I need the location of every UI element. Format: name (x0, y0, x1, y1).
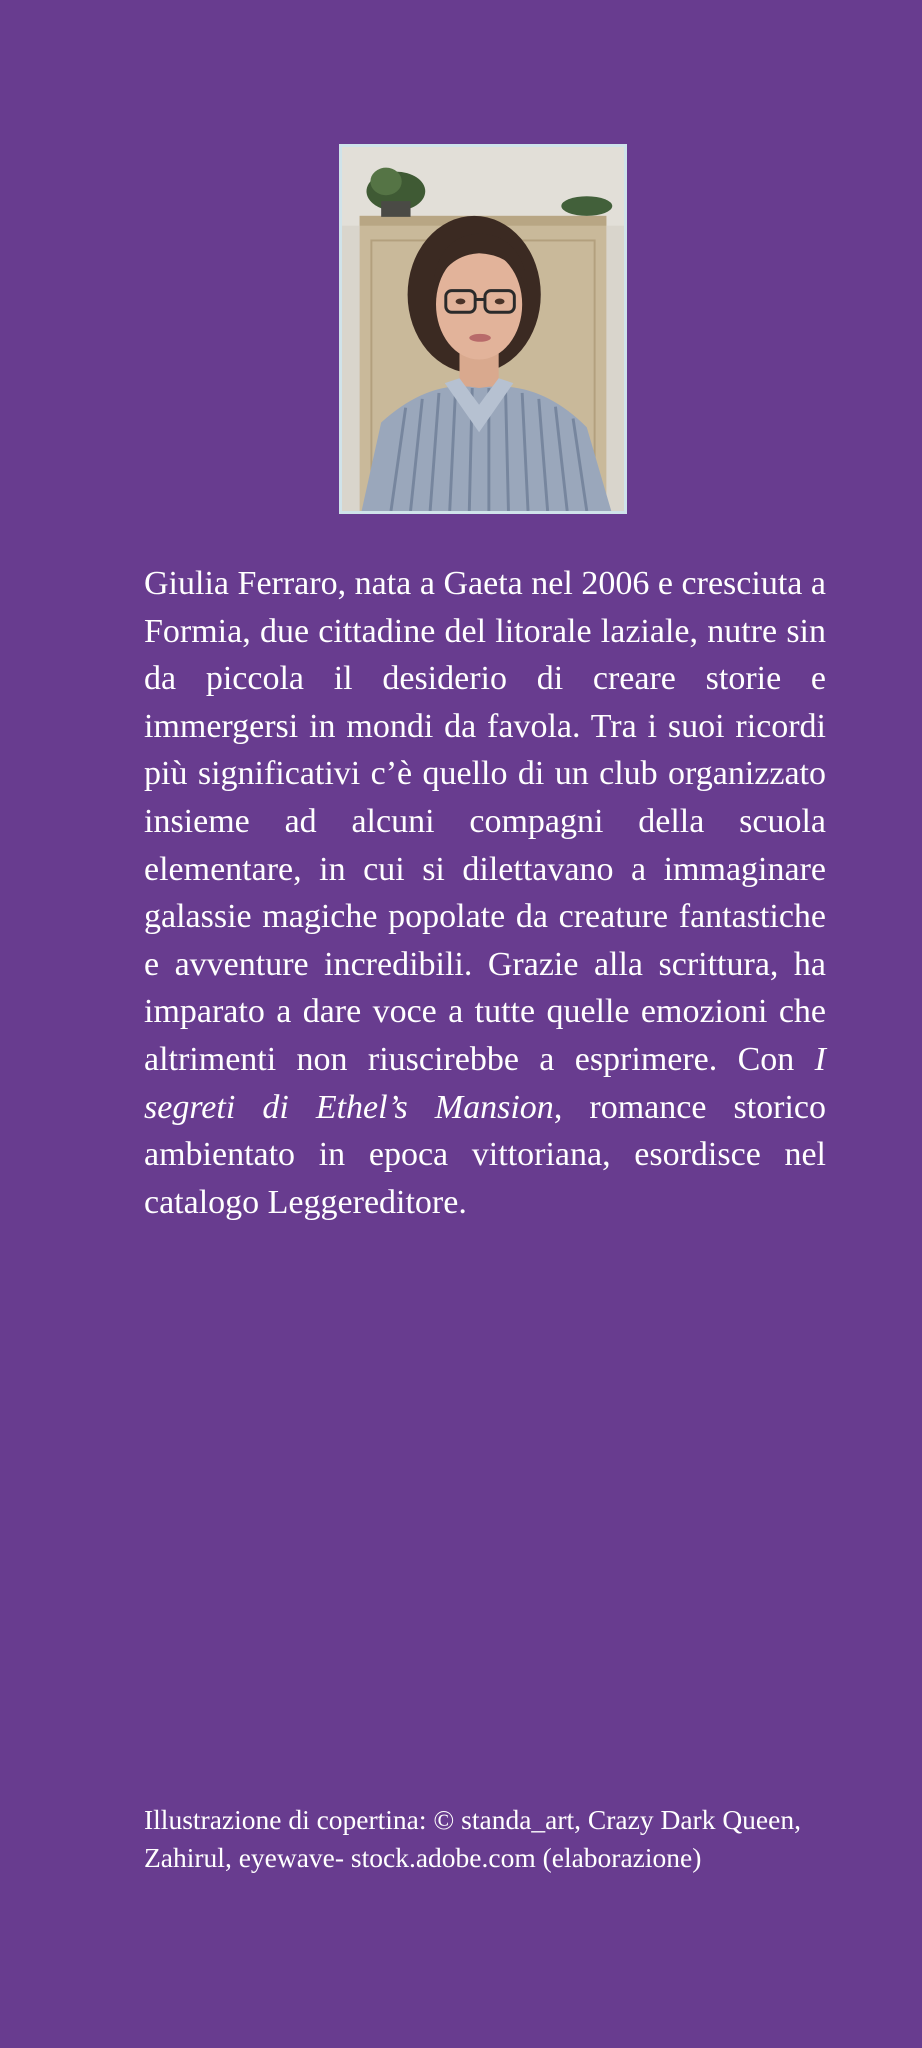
credits-line-1: Illustrazione di copertina: © standa_art, Crazy Dark Queen, (144, 1804, 801, 1835)
credits-line-2: Zahirul, eyewave- stock.adobe.com (elaborazione) (144, 1842, 702, 1873)
bio-text-part1: Giulia Ferraro, nata a Gaeta nel 2006 e cresciuta a Formia, due cittadine del litorale laziale, nutre sin da piccola il desiderio di creare storie e immergersi in mondi da favola. Tra i suoi ricordi più significativi c’è quello di un club organizzato insieme ad alcuni compagni della scuola elementare, in cui si dilettavano a immaginare galassie magiche popolate da creature fantastiche e avventure incredibili. Grazie alla scrittura, ha imparato a dare voce a tutte quelle emozioni che altrimenti non riuscirebbe a esprimere. Con (144, 565, 826, 1078)
cover-illustration-credits (144, 1801, 844, 1877)
author-portrait-image (342, 147, 624, 511)
bio-text-part2: , romance storico ambientato in epoca vittoriana, esordisce nel catalogo Leggereditore. (144, 1088, 826, 1221)
author-biography (144, 560, 826, 1226)
author-photo (339, 144, 627, 514)
book-title: I segreti di Ethel’s Mansion (144, 1040, 826, 1126)
